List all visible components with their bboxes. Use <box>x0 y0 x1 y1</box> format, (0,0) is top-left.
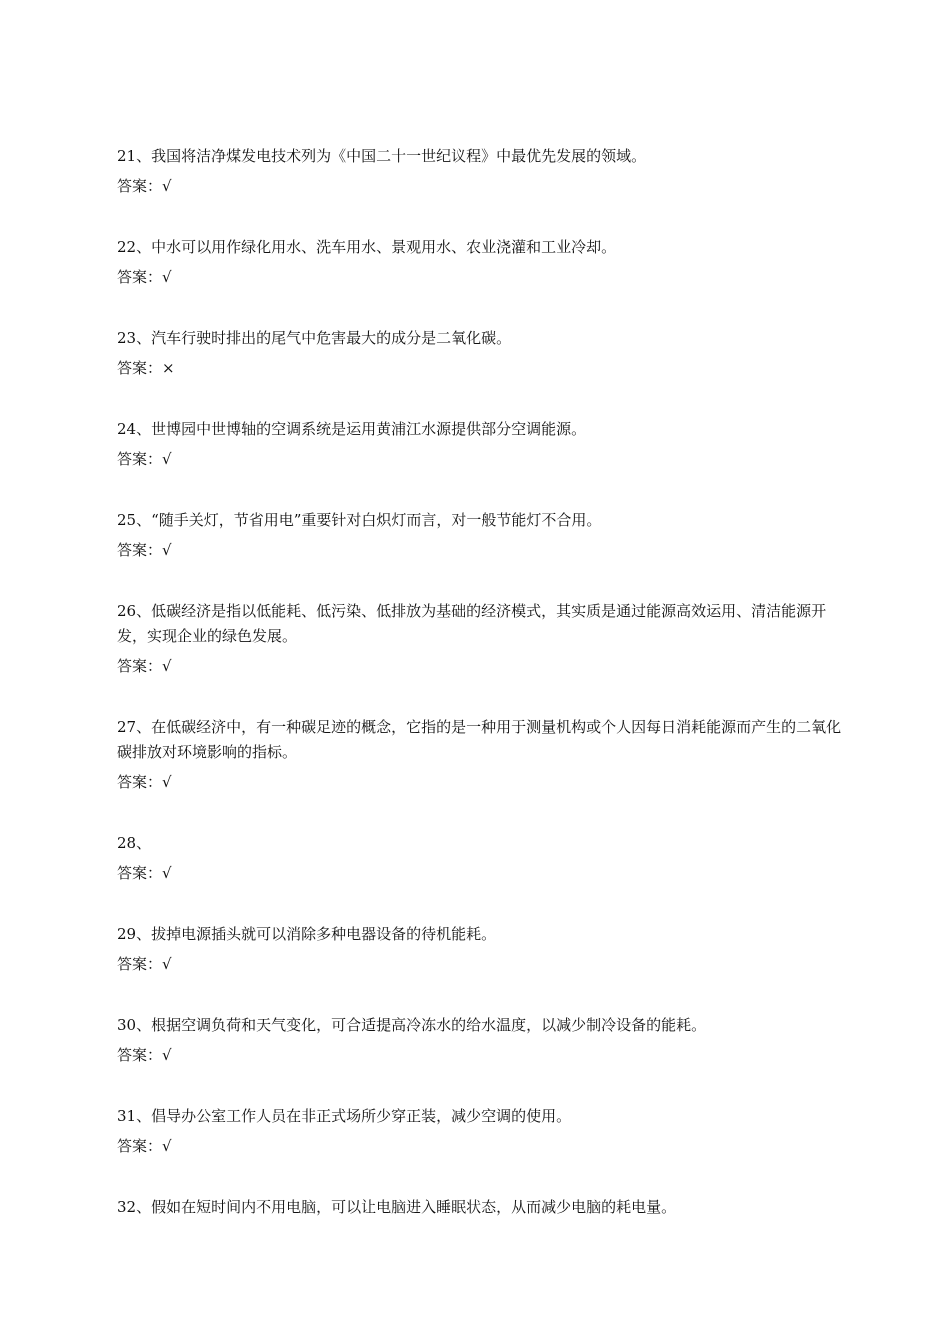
answer-text: 答案：× <box>117 359 175 377</box>
answer-text: 答案：√ <box>117 268 172 286</box>
answer-text: 答案：√ <box>117 657 172 675</box>
question-text: 29、拔掉电源插头就可以消除多种电器设备的待机能耗。 <box>117 925 497 943</box>
question-item-29 <box>117 922 847 977</box>
answer-text: 答案：√ <box>117 955 172 973</box>
question-text: 31、倡导办公室工作人员在非正式场所少穿正装，减少空调的使用。 <box>117 1107 572 1125</box>
question-item-30 <box>117 1013 847 1068</box>
question-text: 23、汽车行驶时排出的尾气中危害最大的成分是二氧化碳。 <box>117 329 512 347</box>
question-text: 26、低碳经济是指以低能耗、低污染、低排放为基础的经济模式，其实质是通过能源高效运用、清洁能源开发，实现企业的绿色发展。 <box>117 602 827 645</box>
question-item-32 <box>117 1195 847 1220</box>
question-text: 22、中水可以用作绿化用水、洗车用水、景观用水、农业浇灌和工业冷却。 <box>117 238 617 256</box>
question-text: 27、在低碳经济中，有一种碳足迹的概念，它指的是一种用于测量机构或个人因每日消耗能源而产生的二氧化碳排放对环境影响的指标。 <box>117 718 842 761</box>
answer-text: 答案：√ <box>117 541 172 559</box>
question-item-25 <box>117 508 847 563</box>
question-item-23 <box>117 326 847 381</box>
document-page <box>117 144 847 1256</box>
question-item-27 <box>117 715 847 795</box>
question-item-22 <box>117 235 847 290</box>
answer-text: 答案：√ <box>117 864 172 882</box>
answer-text: 答案：√ <box>117 1046 172 1064</box>
question-item-24 <box>117 417 847 472</box>
question-text: 28、 <box>117 834 152 852</box>
question-text: 30、根据空调负荷和天气变化，可合适提高冷冻水的给水温度，以减少制冷设备的能耗。 <box>117 1016 707 1034</box>
answer-text: 答案：√ <box>117 1137 172 1155</box>
answer-text: 答案：√ <box>117 773 172 791</box>
question-item-26 <box>117 599 847 679</box>
question-text: 32、假如在短时间内不用电脑，可以让电脑进入睡眠状态，从而减少电脑的耗电量。 <box>117 1198 677 1216</box>
answer-text: 答案：√ <box>117 450 172 468</box>
question-item-28 <box>117 831 847 886</box>
question-text: 24、世博园中世博轴的空调系统是运用黄浦江水源提供部分空调能源。 <box>117 420 587 438</box>
answer-text: 答案：√ <box>117 177 172 195</box>
question-text: 21、我国将洁净煤发电技术列为《中国二十一世纪议程》中最优先发展的领域。 <box>117 147 647 165</box>
question-text: 25、“随手关灯，节省用电”重要针对白炽灯而言，对一般节能灯不合用。 <box>117 511 602 529</box>
question-item-31 <box>117 1104 847 1159</box>
question-item-21 <box>117 144 847 199</box>
